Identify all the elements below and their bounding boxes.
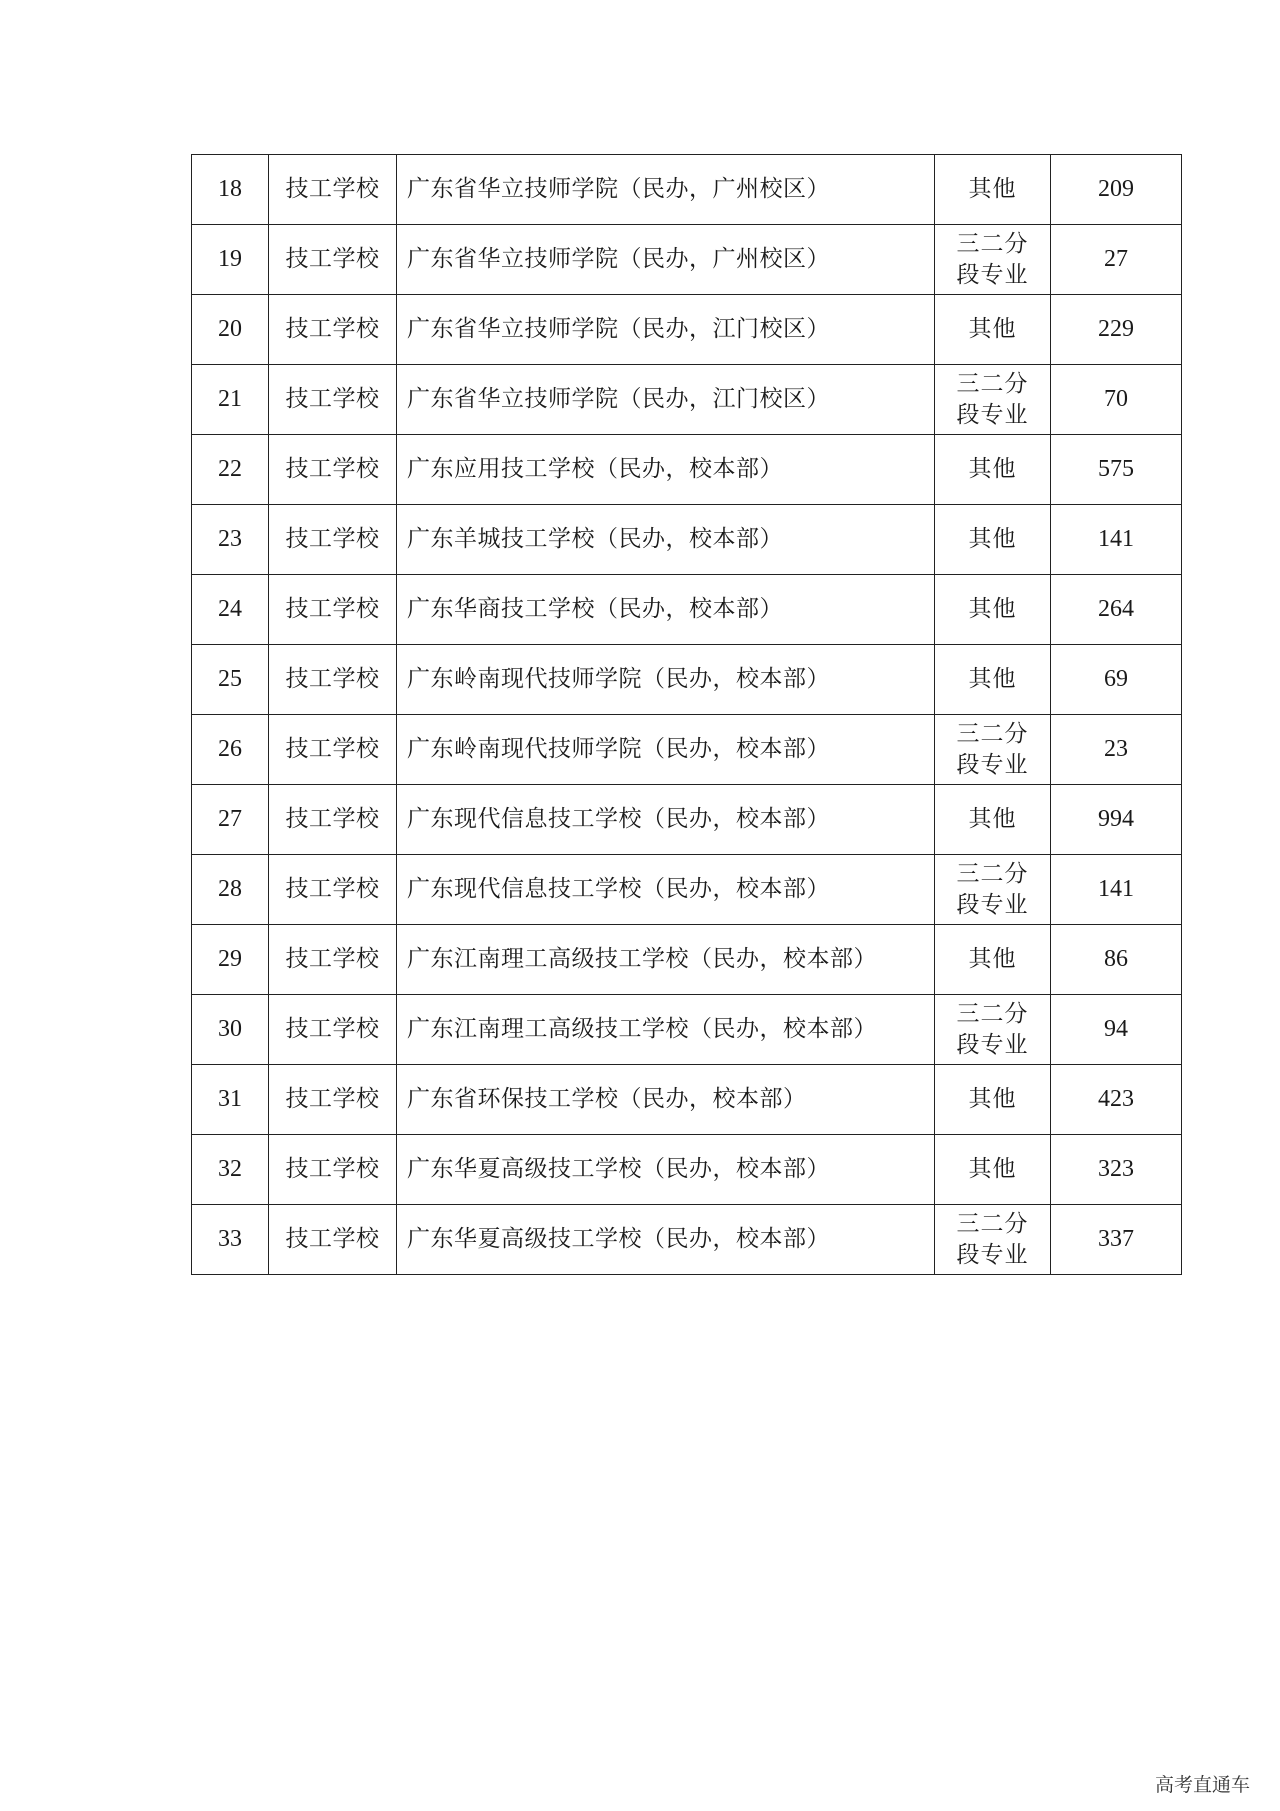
school-category: 技工学校 [269, 1205, 397, 1275]
school-category: 技工学校 [269, 1135, 397, 1205]
school-category: 技工学校 [269, 295, 397, 365]
major-type: 其他 [935, 575, 1051, 645]
school-category: 技工学校 [269, 365, 397, 435]
school-category: 技工学校 [269, 645, 397, 715]
row-index: 26 [192, 715, 269, 785]
table-row [192, 715, 1182, 785]
major-type: 三二分段专业 [935, 715, 1051, 785]
row-index: 22 [192, 435, 269, 505]
school-name: 广东省华立技师学院（民办，江门校区） [397, 365, 935, 435]
row-index: 33 [192, 1205, 269, 1275]
school-name: 广东省华立技师学院（民办，江门校区） [397, 295, 935, 365]
school-name: 广东省华立技师学院（民办，广州校区） [397, 155, 935, 225]
school-name: 广东羊城技工学校（民办，校本部） [397, 505, 935, 575]
school-name: 广东应用技工学校（民办，校本部） [397, 435, 935, 505]
row-index: 31 [192, 1065, 269, 1135]
row-index: 25 [192, 645, 269, 715]
enrollment-table [191, 154, 1182, 1275]
school-name: 广东岭南现代技师学院（民办，校本部） [397, 715, 935, 785]
school-name: 广东江南理工高级技工学校（民办，校本部） [397, 925, 935, 995]
school-category: 技工学校 [269, 785, 397, 855]
plan-count: 27 [1051, 225, 1182, 295]
major-type: 其他 [935, 645, 1051, 715]
watermark-text: 高考直通车 [1154, 1774, 1250, 1796]
major-type: 其他 [935, 925, 1051, 995]
plan-count: 94 [1051, 995, 1182, 1065]
table-row [192, 995, 1182, 1065]
major-type: 三二分段专业 [935, 1205, 1051, 1275]
table-row [192, 785, 1182, 855]
major-type: 其他 [935, 505, 1051, 575]
row-index: 24 [192, 575, 269, 645]
row-index: 19 [192, 225, 269, 295]
plan-count: 23 [1051, 715, 1182, 785]
major-type: 其他 [935, 1065, 1051, 1135]
table-row [192, 505, 1182, 575]
school-name: 广东华商技工学校（民办，校本部） [397, 575, 935, 645]
table-row [192, 645, 1182, 715]
school-category: 技工学校 [269, 855, 397, 925]
table-row [192, 435, 1182, 505]
plan-count: 70 [1051, 365, 1182, 435]
table-row [192, 295, 1182, 365]
table-row [192, 575, 1182, 645]
plan-count: 141 [1051, 505, 1182, 575]
row-index: 20 [192, 295, 269, 365]
major-type: 三二分段专业 [935, 365, 1051, 435]
school-category: 技工学校 [269, 925, 397, 995]
school-name: 广东华夏高级技工学校（民办，校本部） [397, 1205, 935, 1275]
major-type: 三二分段专业 [935, 225, 1051, 295]
table-row [192, 365, 1182, 435]
row-index: 30 [192, 995, 269, 1065]
plan-count: 337 [1051, 1205, 1182, 1275]
major-type: 三二分段专业 [935, 995, 1051, 1065]
school-name: 广东岭南现代技师学院（民办，校本部） [397, 645, 935, 715]
table-row [192, 1065, 1182, 1135]
school-category: 技工学校 [269, 1065, 397, 1135]
school-category: 技工学校 [269, 505, 397, 575]
school-category: 技工学校 [269, 155, 397, 225]
major-type: 三二分段专业 [935, 855, 1051, 925]
major-type: 其他 [935, 155, 1051, 225]
row-index: 21 [192, 365, 269, 435]
school-name: 广东现代信息技工学校（民办，校本部） [397, 785, 935, 855]
plan-count: 423 [1051, 1065, 1182, 1135]
table-row [192, 1205, 1182, 1275]
table-row [192, 225, 1182, 295]
table-row [192, 155, 1182, 225]
school-category: 技工学校 [269, 995, 397, 1065]
plan-count: 69 [1051, 645, 1182, 715]
row-index: 28 [192, 855, 269, 925]
major-type: 其他 [935, 435, 1051, 505]
plan-count: 86 [1051, 925, 1182, 995]
plan-count: 994 [1051, 785, 1182, 855]
plan-count: 575 [1051, 435, 1182, 505]
row-index: 23 [192, 505, 269, 575]
table-row [192, 925, 1182, 995]
plan-count: 229 [1051, 295, 1182, 365]
school-category: 技工学校 [269, 225, 397, 295]
table-row [192, 855, 1182, 925]
row-index: 32 [192, 1135, 269, 1205]
row-index: 29 [192, 925, 269, 995]
plan-count: 209 [1051, 155, 1182, 225]
school-name: 广东江南理工高级技工学校（民办，校本部） [397, 995, 935, 1065]
major-type: 其他 [935, 295, 1051, 365]
school-category: 技工学校 [269, 575, 397, 645]
table-row [192, 1135, 1182, 1205]
major-type: 其他 [935, 785, 1051, 855]
school-name: 广东现代信息技工学校（民办，校本部） [397, 855, 935, 925]
school-name: 广东华夏高级技工学校（民办，校本部） [397, 1135, 935, 1205]
major-type: 其他 [935, 1135, 1051, 1205]
school-name: 广东省环保技工学校（民办，校本部） [397, 1065, 935, 1135]
plan-count: 323 [1051, 1135, 1182, 1205]
table-body [192, 155, 1182, 1275]
plan-count: 264 [1051, 575, 1182, 645]
plan-count: 141 [1051, 855, 1182, 925]
row-index: 27 [192, 785, 269, 855]
school-name: 广东省华立技师学院（民办，广州校区） [397, 225, 935, 295]
school-category: 技工学校 [269, 435, 397, 505]
school-category: 技工学校 [269, 715, 397, 785]
row-index: 18 [192, 155, 269, 225]
